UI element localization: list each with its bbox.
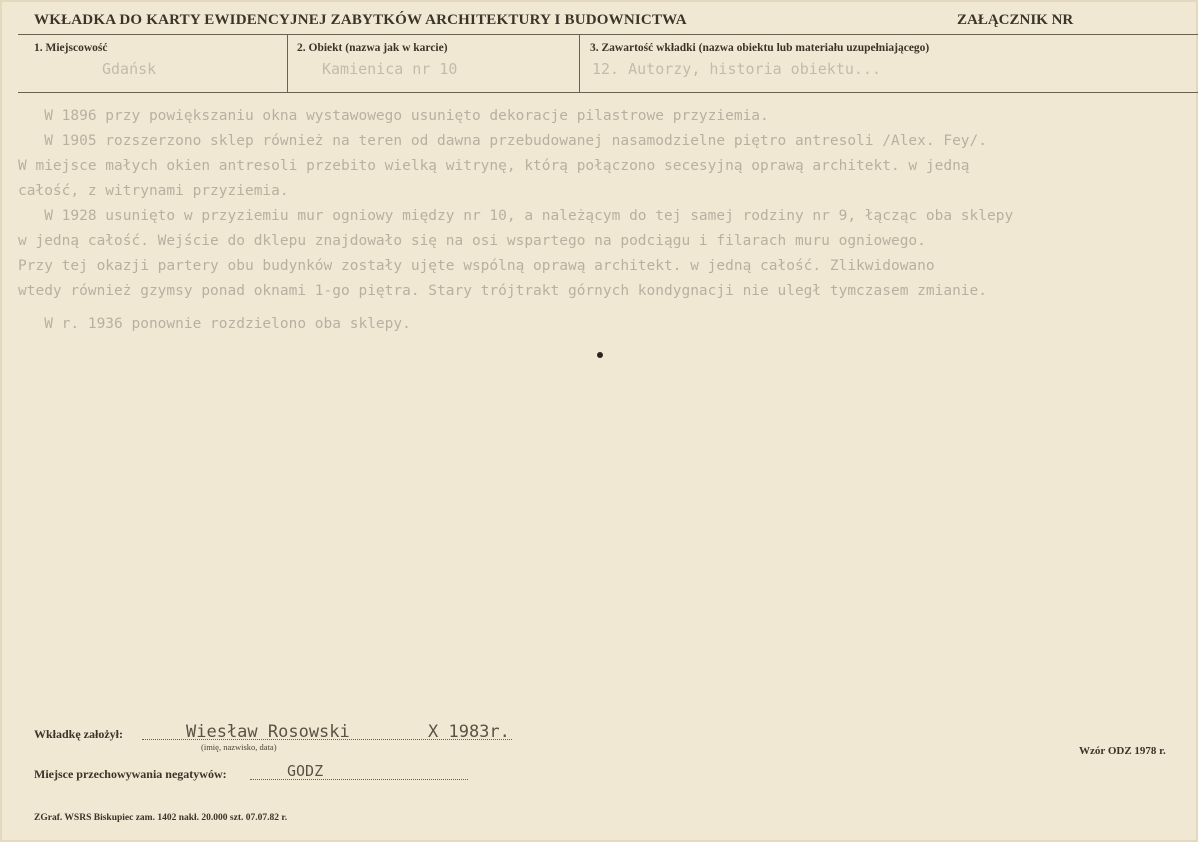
field-divider-2 [579, 34, 580, 92]
header-top-rule [18, 34, 1198, 35]
founder-label: Wkładkę założył: [34, 727, 123, 741]
form-title: WKŁADKA DO KARTY EWIDENCYJNEJ ZABYTKÓW ARCHITEKTURY I BUDOWNICTWA [34, 12, 687, 28]
object-label: 2. Obiekt (nazwa jak w karcie) [297, 42, 448, 54]
history-line: W miejsce małych okien antresoli przebito wielką witrynę, którą połączono secesyjną oprawą architekt. w jedną [18, 158, 970, 174]
founder-hint: (imię, nazwisko, data) [201, 742, 277, 752]
storage-dotted-line [250, 779, 468, 780]
storage-label: Miejsce przechowywania negatywów: [34, 767, 227, 781]
content-value: 12. Autorzy, historia obiektu... [592, 60, 881, 78]
object-value: Kamienica nr 10 [322, 60, 458, 78]
history-line: W 1928 usunięto w przyziemiu mur ogniowy między nr 10, a należącym do tej samej rodziny nr 9, łącząc oba sklepy [18, 208, 1014, 224]
storage-value: GODZ [287, 762, 324, 780]
history-line: Przy tej okazji partery obu budynków zostały ujęte wspólną oprawą architekt. w jedną całość. Zlikwidowano [18, 258, 935, 274]
header-bottom-rule [18, 92, 1198, 93]
locality-label: 1. Miejscowość [34, 42, 108, 54]
printer-note: ZGraf. WSRS Biskupiec zam. 1402 nakł. 20.000 szt. 07.07.82 r. [34, 813, 288, 823]
content-label: 3. Zawartość wkładki (nazwa obiektu lub materiału uzupełniającego) [590, 42, 930, 54]
annex-label: ZAŁĄCZNIK NR [957, 12, 1074, 28]
field-divider-1 [287, 34, 288, 92]
form-version: Wzór ODZ 1978 r. [1079, 745, 1166, 757]
history-line: W 1896 przy powiększaniu okna wystawowego usunięto dekoracje pilastrowe przyziemia. [18, 108, 769, 124]
founder-name: Wiesław Rosowski [186, 722, 350, 742]
history-line: wtedy również gzymsy ponad oknami 1-go piętra. Stary trójtrakt górnych kondygnacji nie uległ tymczasem zmianie. [18, 283, 988, 299]
founder-date: X 1983r. [428, 722, 510, 742]
ink-blot [597, 352, 603, 358]
history-line: całość, z witrynami przyziemia. [18, 183, 289, 199]
locality-value: Gdańsk [102, 60, 157, 78]
history-line: W 1905 rozszerzono sklep również na teren od dawna przebudowanej nasamodzielne piętro antresoli /Alex. Fey/. [18, 133, 988, 149]
history-line: w jedną całość. Wejście do dklepu znajdowało się na osi wspartego na podciągu i filarach muru ogniowego. [18, 233, 926, 249]
history-line: W r. 1936 ponownie rozdzielono oba sklepy. [18, 316, 411, 332]
